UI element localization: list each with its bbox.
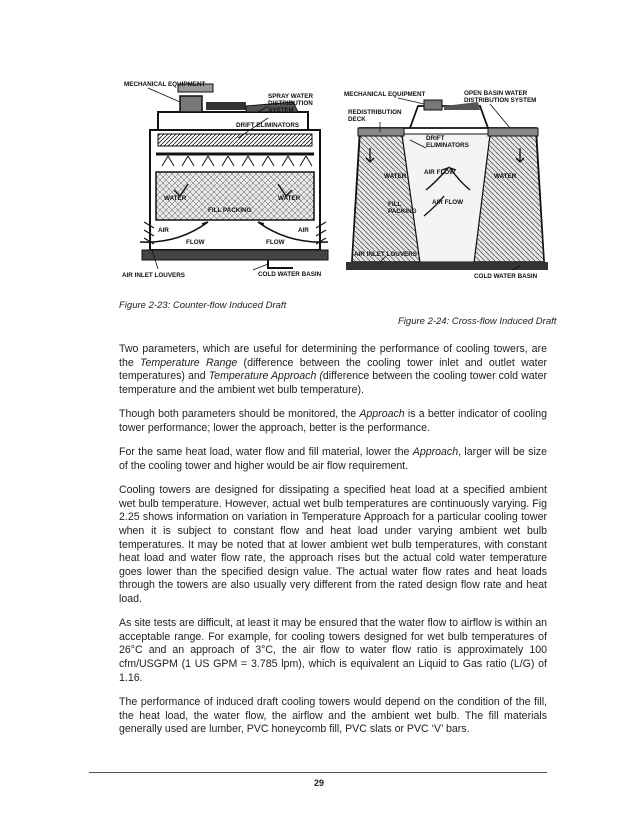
- footer-divider: [89, 772, 547, 773]
- caption-figure-2-24: Figure 2-24: Cross-flow Induced Draft: [398, 316, 557, 327]
- label-air-left: AIR: [158, 227, 169, 234]
- label-water-right: WATER: [494, 173, 517, 180]
- label-air-flow-2: AIR FLOW: [432, 199, 464, 206]
- right-hot-water-basin: [488, 128, 538, 136]
- label-spray-water-2: DISTRIBUTION: [268, 100, 313, 107]
- label-open-basin-2: DISTRIBUTION SYSTEM: [464, 97, 537, 104]
- label-fill-2: PACKING: [388, 208, 417, 215]
- paragraph-1: Two parameters, which are useful for determining the performance of cooling towers, are the Temperature Range (difference between the cooling tower inlet and outlet water temperatures) and Temperature Approach (difference between the cooling tower cold water temperature and the ambient wet bulb temperature).: [119, 343, 547, 396]
- label-open-basin-1: OPEN BASIN WATER: [464, 90, 528, 97]
- label-drift-eliminators: DRIFT ELIMINATORS: [236, 122, 300, 129]
- label-mechanical-equipment: MECHANICAL EQUIPMENT: [344, 91, 426, 98]
- fan-motor: [424, 100, 442, 110]
- label-fill-1: FILL: [388, 201, 402, 208]
- label-redistribution-2: DECK: [348, 116, 366, 123]
- label-air-inlet-louvers: AIR INLET LOUVERS: [354, 251, 417, 258]
- label-redistribution-1: REDISTRIBUTION: [348, 109, 402, 116]
- paragraph-6: The performance of induced draft cooling towers would depend on the condition of the fill, the heat load, the water flow, the airflow and the ambient wet bulb. The fill materials generally used are lumber, PVC honeycomb fill, PVC slats or PVC ‘V’ bars.: [119, 696, 547, 736]
- label-spray-water-3: SYSTEM: [268, 107, 294, 114]
- drift-eliminator-bank: [158, 134, 312, 146]
- term-temperature-range: Temperature Range: [140, 356, 238, 369]
- label-flow-left: FLOW: [186, 239, 205, 246]
- term-approach: Approach: [412, 446, 459, 459]
- caption-figure-2-23: Figure 2-23: Counter-flow Induced Draft: [119, 300, 287, 311]
- label-air-inlet-louvers: AIR INLET LOUVERS: [122, 272, 185, 279]
- motor: [180, 96, 202, 112]
- page-number: 29: [313, 778, 324, 788]
- body-text: [119, 343, 547, 748]
- term-approach: Approach: [359, 408, 405, 421]
- label-air-right: AIR: [298, 227, 309, 234]
- label-drift-1: DRIFT: [426, 135, 445, 142]
- label-drift-2: ELIMINATORS: [426, 142, 469, 149]
- crossflow-diagram: [340, 86, 552, 282]
- label-flow-right: FLOW: [266, 239, 285, 246]
- cold-water-basin-shape: [142, 250, 328, 260]
- label-mechanical-equipment: MECHANICAL EQUIPMENT: [124, 81, 206, 88]
- label-fill-packing: FILL PACKING: [208, 207, 252, 214]
- spray-nozzles: [162, 156, 312, 166]
- paragraph-3: For the same heat load, water flow and fill material, lower the Approach, larger will be size of the cooling tower and higher would be air flow requirement.: [119, 446, 547, 472]
- paragraph-2: Though both parameters should be monitored, the Approach is a better indicator of cooling tower performance; lower the approach, better is the performance.: [119, 408, 547, 434]
- label-cold-water-basin: COLD WATER BASIN: [474, 273, 538, 280]
- label-cold-water-basin: COLD WATER BASIN: [258, 271, 322, 278]
- paragraph-5: As site tests are difficult, at least it may be ensured that the water flow to airflow is within an acceptable range. For example, for cooling towers designed for wet bulb temperatures of 26°C and an approach of 3°C, the air flow to water flow ratio is approximately 100 cfm/USGPM (1 US GPM = 3.785 lpm), which is equivalent an Liquid to Gas ratio (L/G) of 1.16.: [119, 617, 547, 684]
- term-temperature-approach: Temperature Approach (: [208, 370, 323, 383]
- counterflow-diagram: [118, 72, 348, 282]
- crossflow-figure: [340, 86, 552, 282]
- counterflow-figure: [118, 72, 348, 282]
- label-air-flow-1: AIR FLOW: [424, 169, 456, 176]
- left-hot-water-basin: [358, 128, 404, 136]
- label-spray-water-1: SPRAY WATER: [268, 93, 314, 100]
- cold-water-basin-shape: [346, 262, 548, 270]
- label-water-right: WATER: [278, 195, 301, 202]
- paragraph-4: Cooling towers are designed for dissipating a specified heat load at a specified ambient wet bulb temperature. However, actual wet bulb temperatures are continuously varying. Fig 2.25 shows information on variation in Temperature Approach for a particular cooling tower when it is subject to constant flow and heat load under varying ambient wet bulb temperatures. It may be noted that at lower ambient wet bulb temperatures, with constant heat load and water flow rate, the approach rises but the actual cold water temperature goes lower than the specified design value. The actual water flow rates and heat loads through the towers are also usually very different from the rated design flow rate and heat load.: [119, 484, 547, 605]
- gearbox: [206, 102, 246, 110]
- label-water-left: WATER: [164, 195, 187, 202]
- label-water-left: WATER: [384, 173, 407, 180]
